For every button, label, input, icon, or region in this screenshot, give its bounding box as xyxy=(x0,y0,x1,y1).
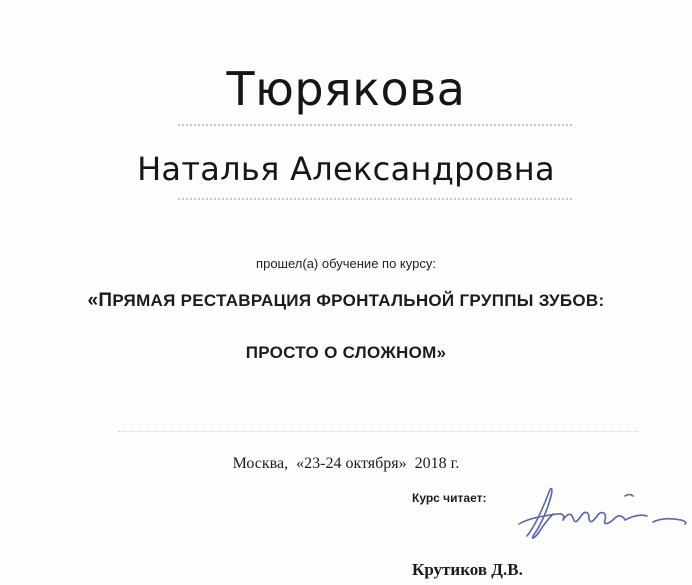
handwritten-signature xyxy=(505,478,690,548)
lecturer-label: Курс читает: xyxy=(412,491,487,505)
surname-underline xyxy=(178,124,572,126)
course-title-rest: РЯМАЯ РЕСТАВРАЦИЯ ФРОНТАЛЬНОЙ ГРУППЫ ЗУБОВ: xyxy=(112,291,605,310)
course-title-line-2: ПРОСТО О СЛОЖНОМ» xyxy=(245,343,447,362)
course-underline xyxy=(118,431,638,432)
course-title-line-1 xyxy=(0,290,692,312)
recipient-surname: Тюрякова xyxy=(226,62,466,116)
recipient-given-names: Наталья Александровна xyxy=(137,150,555,188)
completion-statement: прошел(а) обучение по курсу: xyxy=(256,256,436,271)
course-title-open: «П xyxy=(87,290,113,311)
city-and-date: Москва, «23-24 октября» 2018 г. xyxy=(232,455,460,472)
lecturer-name: Крутиков Д.В. xyxy=(412,560,523,579)
given-names-underline xyxy=(178,198,572,200)
